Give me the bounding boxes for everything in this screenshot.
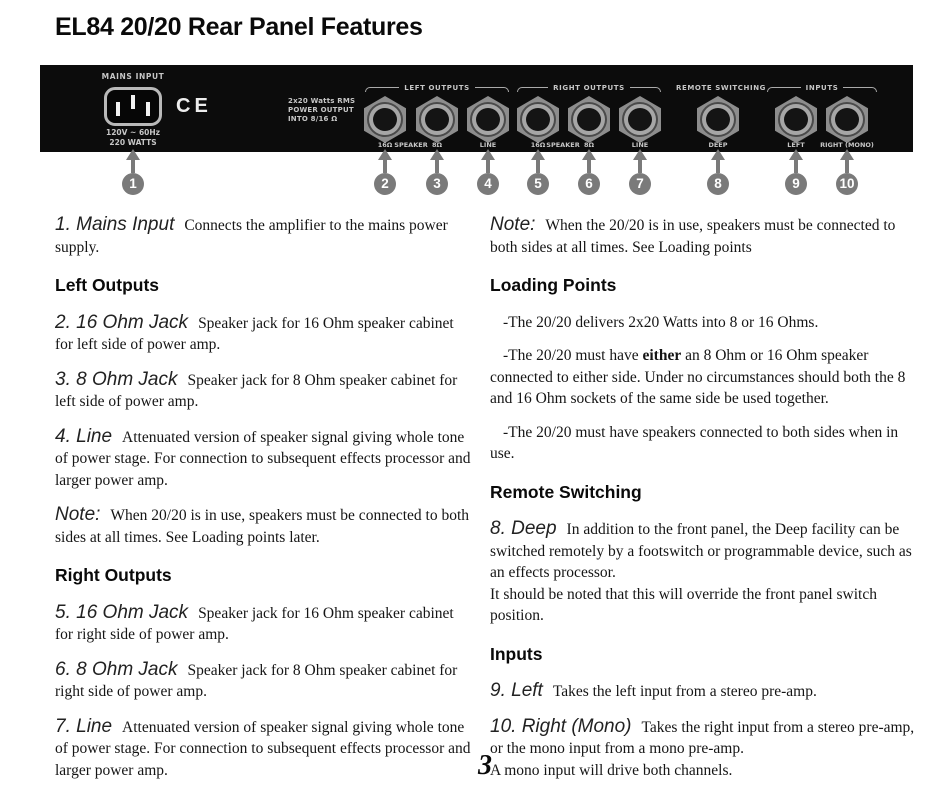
left-text-column (55, 214, 475, 794)
heading-inputs: Inputs (490, 643, 543, 664)
bracket-line (630, 87, 661, 92)
loading-point-2: -The 20/20 must have either an 8 Ohm or 16 Ohm speaker connected to either side. Under no circumstances should both the 8 and 16 Ohm sockets of the same side be used together. (490, 347, 906, 407)
arrow-up-icon (789, 149, 803, 160)
heading-left-outputs: Left Outputs (55, 275, 160, 295)
jack-left-16ohm (364, 96, 406, 143)
iec-pin (146, 102, 150, 116)
jack-label: 16Ω (377, 141, 393, 149)
ce-mark: CE (176, 95, 212, 117)
heading-right-outputs: Right Outputs (55, 565, 172, 585)
arrow-up-icon (582, 149, 596, 160)
page-number: 3 (478, 750, 492, 781)
jack-right-16ohm (517, 96, 559, 143)
callout-8: 8 (705, 149, 731, 195)
jack-label: RIGHT (MONO) (820, 141, 874, 149)
callout-10: 10 (834, 149, 860, 195)
mains-input-label: MAINS INPUT (101, 72, 165, 81)
arrow-up-icon (531, 149, 545, 160)
inputs-group-label: INPUTS (767, 87, 877, 92)
callout-6: 6 (576, 149, 602, 195)
wattage-rating-label: 220 WATTS (109, 138, 157, 147)
callout-2: 2 (372, 149, 398, 195)
arrow-up-icon (430, 149, 444, 160)
jack-right-8ohm (568, 96, 610, 143)
mains-iec-connector (104, 87, 162, 126)
bracket-line (365, 87, 399, 92)
jack-deep (697, 96, 739, 143)
heading-loading-points: Loading Points (490, 275, 617, 295)
arrow-up-icon (633, 149, 647, 160)
callout-5: 5 (525, 149, 551, 195)
loading-point-1: -The 20/20 delivers 2x20 Watts into 8 or 16 Ohms. (503, 313, 819, 331)
feature-item-right-16ohm: 5. 16 Ohm Jack Speaker jack for 16 Ohm speaker cabinet for right side of power amp. (55, 601, 454, 643)
bracket-line (767, 87, 801, 92)
bracket-line (517, 87, 548, 92)
jack-label: 8Ω (583, 141, 595, 149)
loading-point-3: -The 20/20 must have speakers connected to both sides when in use. (490, 423, 899, 462)
callout-1: 1 (120, 149, 146, 195)
feature-item-right-8ohm: 6. 8 Ohm Jack Speaker jack for 8 Ohm speaker cabinet for right side of power amp. (55, 658, 458, 700)
jack-input-right (826, 96, 868, 143)
jack-left-line (467, 96, 509, 143)
feature-item-left-8ohm: 3. 8 Ohm Jack Speaker jack for 8 Ohm speaker cabinet for left side of power amp. (55, 368, 458, 410)
feature-item-right-line: 7. Line Attenuated version of speaker signal giving whole tone of power stage. For connection to subsequent effects processor and larger power amp. (55, 715, 471, 779)
arrow-up-icon (126, 149, 140, 160)
feature-item-deep: 8. Deep In addition to the front panel, the Deep facility can be switched remotely by a footswitch or programmable device, such as an effects processor. It should be noted that this will override the front panel switch position. (490, 518, 912, 624)
feature-item-left-line: 4. Line Attenuated version of speaker signal giving whole tone of power stage. For connection to subsequent effects processor and larger power amp. (55, 425, 471, 489)
arrow-up-icon (840, 149, 854, 160)
jack-right-line (619, 96, 661, 143)
jack-label: LINE (479, 141, 497, 149)
bracket-line (475, 87, 509, 92)
iec-pin (116, 102, 120, 116)
heading-remote-switching: Remote Switching (490, 481, 642, 502)
jack-label: SPEAKER (546, 141, 580, 149)
callout-7: 7 (627, 149, 653, 195)
arrow-up-icon (378, 149, 392, 160)
note-left: Note: When 20/20 is in use, speakers must be connected to both sides at all times. See Loading points later. (55, 504, 469, 546)
jack-label: LEFT (787, 141, 805, 149)
jack-left-8ohm (416, 96, 458, 143)
left-outputs-group-label: LEFT OUTPUTS (365, 87, 509, 92)
bracket-line (843, 87, 877, 92)
feature-item-left-16ohm: 2. 16 Ohm Jack Speaker jack for 16 Ohm speaker cabinet for left side of power amp. (55, 311, 454, 353)
jack-input-left (775, 96, 817, 143)
right-outputs-group-label: RIGHT OUTPUTS (517, 87, 661, 92)
note-right: Note: When the 20/20 is in use, speakers must be connected to both sides at all times. See Loading points (490, 214, 896, 256)
arrow-up-icon (481, 149, 495, 160)
voltage-rating-label: 120V ~ 60Hz (105, 128, 161, 137)
jack-label: LINE (631, 141, 649, 149)
callout-9: 9 (783, 149, 809, 195)
jack-label: SPEAKER (394, 141, 428, 149)
iec-pin (131, 95, 135, 109)
jack-label: 8Ω (431, 141, 443, 149)
feature-item-input-right: 10. Right (Mono) Takes the right input from a stereo pre-amp, or the mono input from a mono pre-amp. A mono input will drive both channels. (490, 715, 915, 779)
arrow-up-icon (711, 149, 725, 160)
rear-panel-image (40, 65, 913, 152)
callout-3: 3 (424, 149, 450, 195)
jack-label: 16Ω (530, 141, 546, 149)
jack-label: DEEP (708, 141, 728, 149)
page-title: EL84 20/20 Rear Panel Features (55, 13, 423, 41)
feature-item-input-left: 9. Left Takes the left input from a stereo pre-amp. (490, 680, 817, 701)
feature-item-mains-input: 1. Mains Input Connects the amplifier to the mains power supply. (55, 214, 448, 256)
remote-switching-group-label: REMOTE SWITCHING (675, 84, 767, 92)
callout-4: 4 (475, 149, 501, 195)
right-text-column (490, 214, 916, 794)
power-output-label: 2x20 Watts RMS POWER OUTPUT INTO 8/16 Ω (288, 97, 356, 123)
